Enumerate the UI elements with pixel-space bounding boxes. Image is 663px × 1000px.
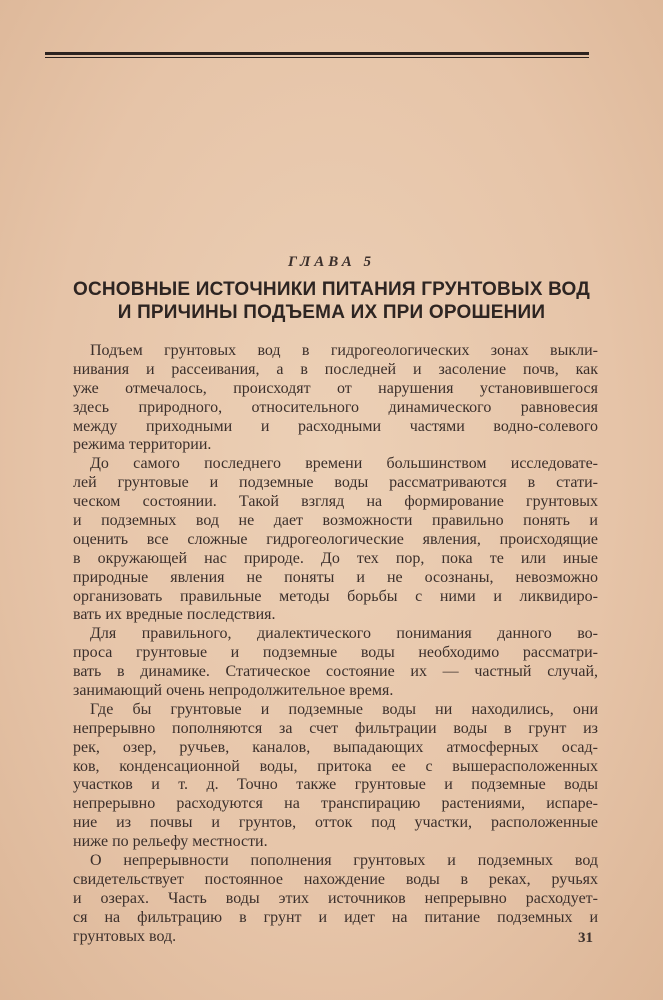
text-line: ниже по рельефу местности.	[73, 833, 268, 851]
text-line: нивания и рассеивания, а в последней и засоление почв, как	[73, 360, 598, 378]
text-line: непрерывно пополняются за счет фильтрации воды в грунт из	[73, 719, 598, 737]
text-line: непрерывно расходуются на транспирацию растениями, испаре-	[73, 795, 598, 813]
text-line: здесь природного, относительного динамического равновесия	[73, 398, 598, 416]
chapter-title-line: И ПРИЧИНЫ ПОДЪЕМА ИХ ПРИ ОРОШЕНИИ	[117, 302, 546, 323]
text-line: грунтовых вод.	[73, 927, 177, 945]
text-line: вать в динамике. Статическое состояние их — частный случай,	[73, 663, 598, 681]
header-rule-thick	[45, 52, 589, 55]
text-line: вать их вредные последствия.	[73, 606, 276, 624]
page-number: 31	[578, 930, 593, 946]
text-line: уже отмечалось, происходят от нарушения установившегося	[73, 379, 598, 397]
text-line: О непрерывности пополнения грунтовых и подземных вод	[90, 852, 598, 870]
text-line: режима территории.	[73, 436, 212, 454]
text-line: Подъем грунтовых вод в гидрогеологических зонах выкли-	[90, 342, 598, 359]
text-line: и подземных вод не дает возможности правильно понять и	[73, 512, 598, 530]
text-line: занимающий очень непродолжительное время.	[73, 682, 394, 700]
body-text	[73, 342, 598, 947]
paragraph	[73, 852, 598, 946]
text-line: До самого последнего времени большинством исследовате-	[90, 455, 598, 473]
paragraph	[73, 455, 598, 625]
text-line: свидетельствует постоянное нахождение воды в реках, ручьях	[73, 870, 598, 888]
text-line: ние из почвы и грунтов, отток под участки, расположенные	[73, 814, 598, 832]
paragraph	[73, 342, 598, 455]
text-line: между приходными и расходными частями водно-солевого	[73, 417, 598, 435]
paragraph	[73, 701, 598, 852]
text-line: природные явления не поняты и не осознаны, невозможно	[73, 568, 598, 586]
text-line: рек, озер, ручьев, каналов, выпадающих атмосферных осад-	[73, 738, 598, 756]
chapter-label: ГЛАВА 5	[287, 254, 375, 270]
text-line: ческом состоянии. Такой взгляд на формирование грунтовых	[73, 493, 598, 511]
text-line: лей грунтовые и подземные воды рассматриваются в стати-	[73, 474, 598, 492]
text-line: проса грунтовые и подземные воды необходимо рассматри-	[73, 644, 598, 662]
chapter-title-line: ОСНОВНЫЕ ИСТОЧНИКИ ПИТАНИЯ ГРУНТОВЫХ ВОД	[72, 279, 591, 300]
paragraph	[73, 625, 598, 701]
text-line: ся на фильтрацию в грунт и идет на питаниe подземных и	[73, 908, 598, 926]
text-line: организовать правильные методы борьбы с ними и ликвидиро-	[73, 587, 598, 605]
header-rule-thin	[45, 57, 589, 58]
text-line: и озерах. Часть воды этих источников непрерывно расходует-	[73, 889, 598, 907]
text-line: участков и т. д. Точно также грунтовые и подземные воды	[73, 776, 598, 794]
text-line: Где бы грунтовые и подземные воды ни находились, они	[90, 700, 598, 718]
text-line: оценить все сложные гидрогеологические явления, происходящие	[73, 530, 598, 548]
text-line: Для правильного, диалектического понимания данного во-	[90, 625, 598, 643]
text-line: в окружающей нас природе. До тех пор, пока те или иные	[73, 549, 598, 567]
text-line: ков, конденсационной воды, притока ее с вышерасположенных	[73, 757, 598, 775]
